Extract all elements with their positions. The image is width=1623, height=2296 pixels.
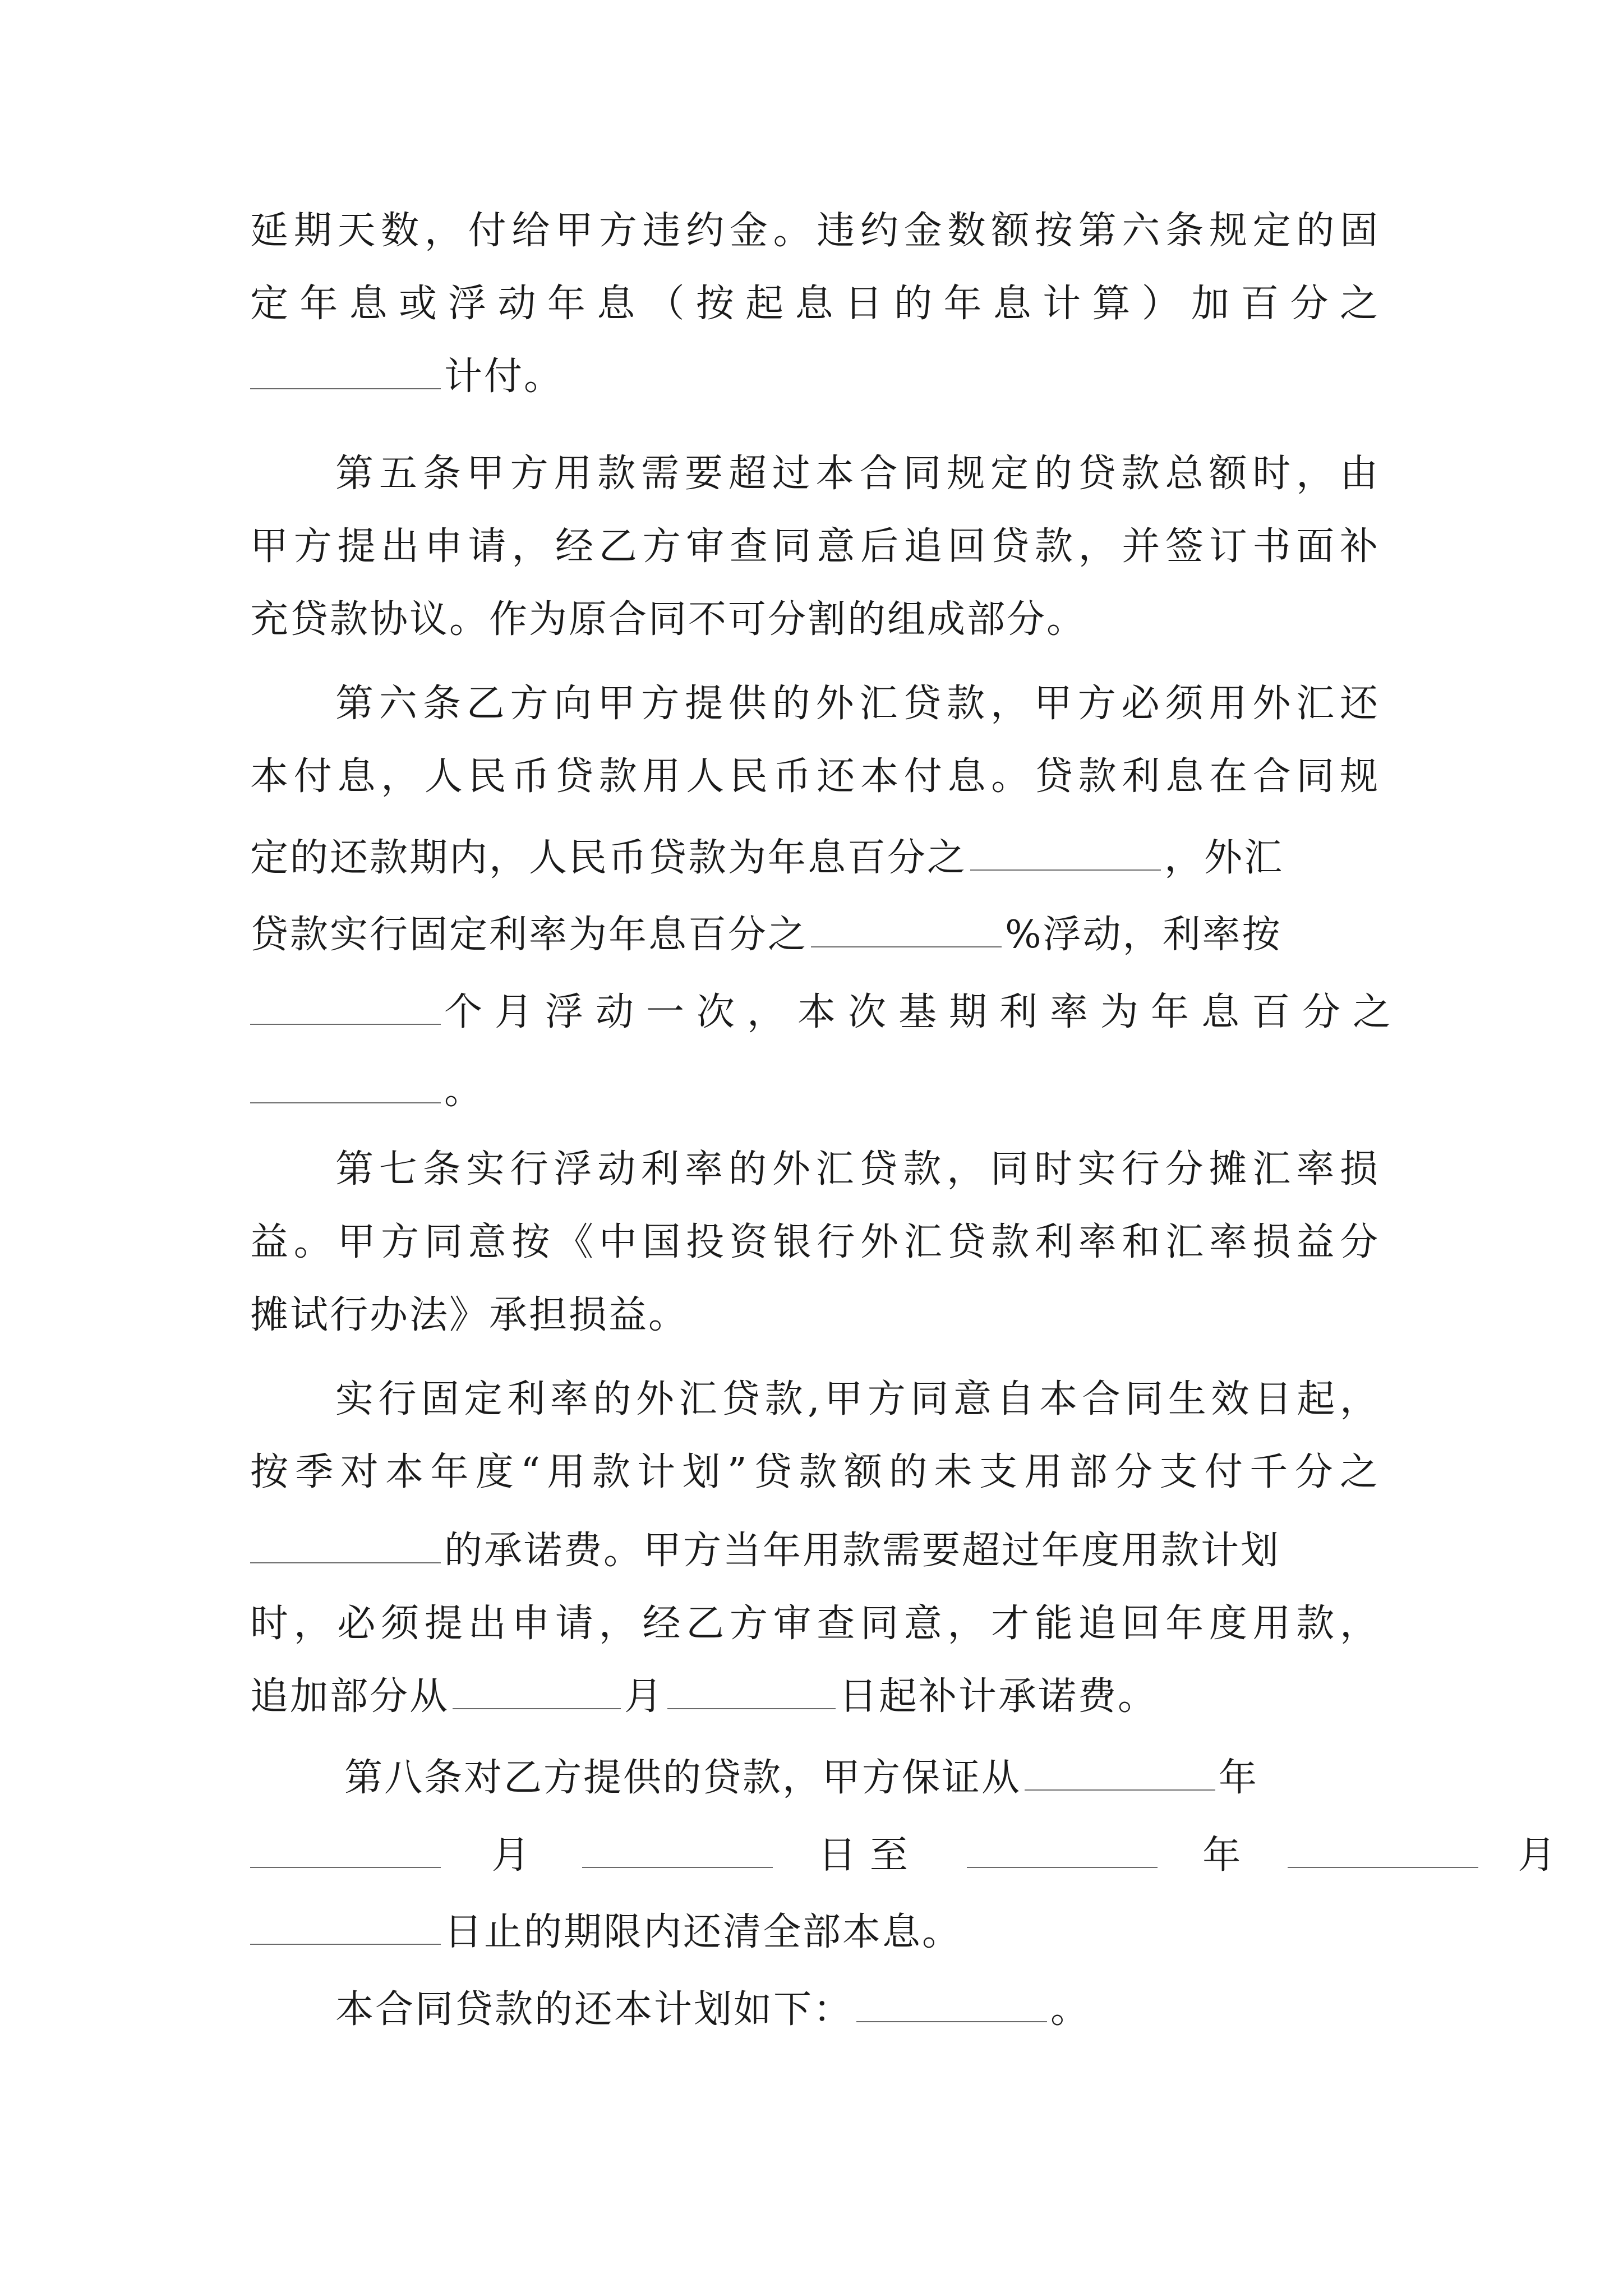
text-segment: 充贷款协议。作为原合同不可分割的组成部分。 — [250, 597, 1087, 642]
text-line — [335, 1366, 1380, 1433]
text-line — [250, 197, 1380, 265]
fill-in-blank — [250, 1562, 441, 1563]
text-segment: 。 — [1050, 1987, 1091, 2032]
text-segment: 追加部分从 — [250, 1674, 450, 1719]
text-segment: 年 — [1202, 1833, 1243, 1878]
text-segment: %浮动，利率按 — [1005, 913, 1282, 957]
text-segment: 本付息，人民币贷款用人民币还本付息。贷款利息在合同规 — [250, 754, 1380, 799]
fill-in-blank — [1025, 1789, 1215, 1791]
text-segment: ，外汇 — [1164, 836, 1284, 880]
text-segment: 延期天数，付给甲方违约金。违约金数额按第六条规定的固 — [250, 209, 1380, 253]
fill-in-blank — [250, 1866, 441, 1868]
fill-in-blank — [970, 869, 1161, 871]
text-segment: 年 — [1219, 1756, 1259, 1800]
text-line — [250, 1590, 1380, 1658]
text-segment: 定的还款期内，人民币贷款为年息百分之 — [250, 836, 967, 880]
text-line — [250, 1663, 1380, 1731]
text-line — [250, 825, 1380, 892]
text-line — [250, 513, 1380, 581]
text-segment: 按季对本年度“用款计划”贷款额的未支用部分支付千分之 — [250, 1450, 1380, 1494]
text-line — [250, 1822, 1558, 1889]
text-line — [250, 1209, 1380, 1276]
text-line — [335, 670, 1380, 738]
fill-in-blank — [856, 2021, 1047, 2022]
text-segment: 。 — [444, 1069, 485, 1113]
fill-in-blank — [250, 1023, 441, 1025]
fill-in-blank — [250, 388, 441, 389]
text-segment: 个月浮动一次，本次基期利率为年息百分之 — [444, 990, 1404, 1034]
fill-in-blank — [250, 1943, 441, 1945]
text-segment: 月 — [1518, 1833, 1558, 1878]
text-line — [335, 440, 1380, 508]
fill-in-blank — [811, 946, 1002, 947]
text-segment: 实行固定利率的外汇贷款,甲方同意自本合同生效日起， — [335, 1377, 1380, 1421]
text-segment: 摊试行办法》承担损益。 — [250, 1293, 689, 1337]
text-line — [250, 270, 1380, 338]
text-line — [335, 1136, 1380, 1203]
text-segment: 月 — [491, 1833, 532, 1878]
text-segment: 月 — [624, 1674, 665, 1719]
fill-in-blank — [453, 1708, 621, 1709]
fill-in-blank — [582, 1866, 773, 1868]
text-line — [250, 1439, 1380, 1506]
text-segment: 本合同贷款的还本计划如下： — [335, 1987, 854, 2032]
text-line — [250, 743, 1380, 811]
fill-in-blank — [667, 1708, 836, 1709]
text-line — [250, 1899, 1380, 1966]
text-segment: 日至 — [818, 1833, 921, 1878]
text-segment: 第七条实行浮动利率的外汇贷款，同时实行分摊汇率损 — [335, 1147, 1380, 1191]
text-line — [344, 1745, 1380, 1812]
text-line — [250, 1517, 1380, 1585]
text-line — [250, 343, 1380, 411]
text-segment: 贷款实行固定利率为年息百分之 — [250, 913, 808, 957]
text-segment: 的承诺费。甲方当年用款需要超过年度用款计划 — [444, 1529, 1281, 1573]
text-segment: 第六条乙方向甲方提供的外汇贷款，甲方必须用外汇还 — [335, 682, 1380, 726]
text-line — [335, 1976, 1380, 2044]
fill-in-blank — [967, 1866, 1158, 1868]
text-line — [250, 979, 1404, 1046]
text-line — [250, 1282, 1380, 1349]
text-line — [250, 901, 1380, 969]
text-segment: 定年息或浮动年息（按起息日的年息计算）加百分之 — [250, 282, 1380, 326]
text-line — [250, 1057, 1380, 1125]
text-segment: 第八条对乙方提供的贷款，甲方保证从 — [344, 1756, 1022, 1800]
fill-in-blank — [1288, 1866, 1478, 1868]
fill-in-blank — [250, 1102, 441, 1103]
text-line — [250, 586, 1380, 654]
text-segment: 日止的期限内还清全部本息。 — [444, 1910, 962, 1954]
text-segment: 日起补计承诺费。 — [839, 1674, 1158, 1719]
text-segment: 计付。 — [444, 355, 564, 399]
text-segment: 时，必须提出申请，经乙方审查同意，才能追回年度用款， — [250, 1602, 1380, 1646]
text-segment: 益。甲方同意按《中国投资银行外汇贷款利率和汇率损益分 — [250, 1220, 1380, 1264]
text-segment: 第五条甲方用款需要超过本合同规定的贷款总额时，由 — [335, 452, 1380, 496]
text-segment: 甲方提出申请，经乙方审查同意后追回贷款，并签订书面补 — [250, 524, 1380, 569]
